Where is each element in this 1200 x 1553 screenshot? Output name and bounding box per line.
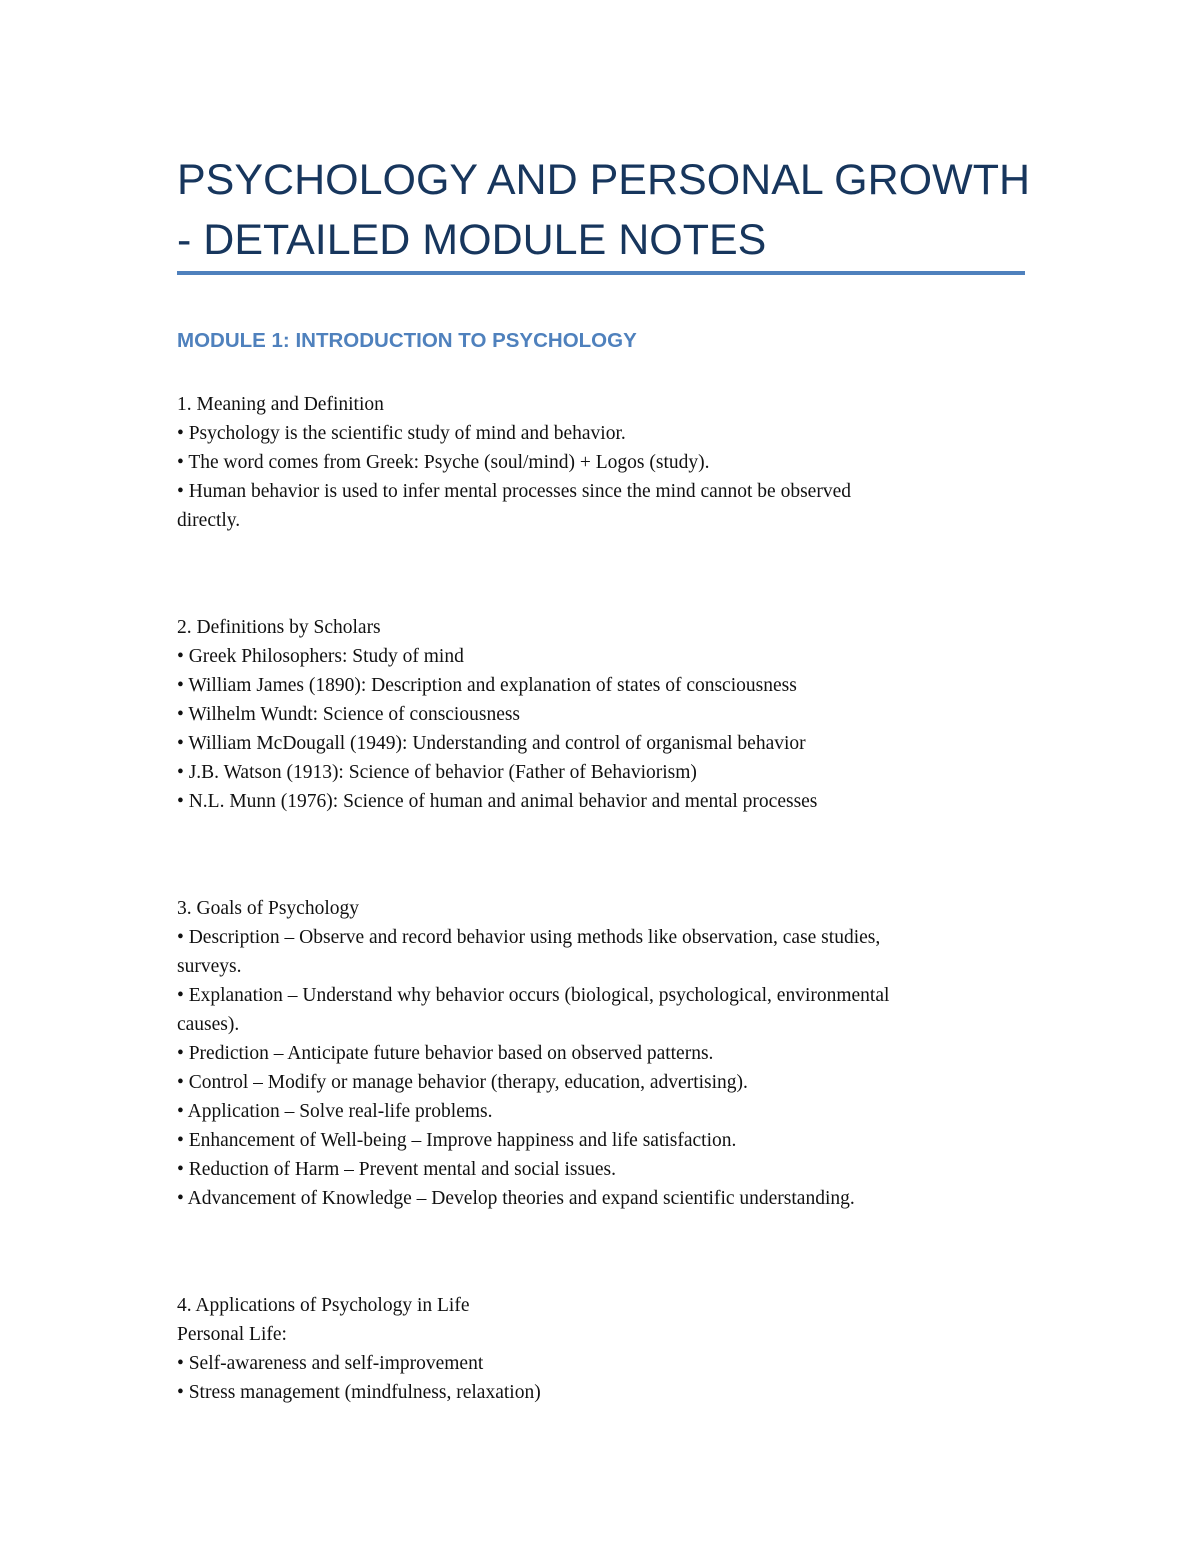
section-3-line: • Application – Solve real-life problems. [177, 1101, 493, 1122]
section-2-line: • William McDougall (1949): Understanding and control of organismal behavior [177, 733, 806, 754]
section-1-line: • Human behavior is used to infer mental processes since the mind cannot be observed [177, 481, 851, 502]
section-2-line: • N.L. Munn (1976): Science of human and animal behavior and mental processes [177, 791, 818, 812]
title-line-2: - DETAILED MODULE NOTES [177, 216, 767, 264]
section-1-heading: 1. Meaning and Definition [177, 394, 384, 415]
section-2-heading: 2. Definitions by Scholars [177, 617, 381, 638]
section-1-line: • Psychology is the scientific study of mind and behavior. [177, 423, 626, 444]
section-4-heading: 4. Applications of Psychology in Life [177, 1295, 470, 1316]
section-3-line: • Enhancement of Well-being – Improve happiness and life satisfaction. [177, 1130, 737, 1151]
document-title [177, 150, 1031, 270]
section-4-line: • Self-awareness and self-improvement [177, 1353, 484, 1374]
section-2-line: • William James (1890): Description and explanation of states of consciousness [177, 675, 797, 696]
section-2-line: • J.B. Watson (1913): Science of behavior (Father of Behaviorism) [177, 762, 697, 783]
section-3-line: • Reduction of Harm – Prevent mental and social issues. [177, 1159, 616, 1180]
section-3-line: • Advancement of Knowledge – Develop theories and expand scientific understanding. [177, 1188, 855, 1209]
title-line-1: PSYCHOLOGY AND PERSONAL GROWTH [177, 156, 1031, 204]
section-3-line: • Description – Observe and record behavior using methods like observation, case studies, [177, 927, 881, 948]
section-4-line: • Stress management (mindfulness, relaxation) [177, 1382, 541, 1403]
section-3-line: surveys. [177, 956, 242, 977]
section-2-line: • Greek Philosophers: Study of mind [177, 646, 464, 667]
section-3-line: • Control – Modify or manage behavior (therapy, education, advertising). [177, 1072, 748, 1093]
section-3-line: • Explanation – Understand why behavior occurs (biological, psychological, environmental [177, 985, 890, 1006]
module-1-heading: MODULE 1: INTRODUCTION TO PSYCHOLOGY [177, 329, 637, 352]
section-3-line: causes). [177, 1014, 240, 1035]
title-underline-rule [177, 271, 1025, 275]
section-4-subheading: Personal Life: [177, 1324, 287, 1345]
section-1-line: • The word comes from Greek: Psyche (soul/mind) + Logos (study). [177, 452, 710, 473]
section-3-line: • Prediction – Anticipate future behavior based on observed patterns. [177, 1043, 714, 1064]
section-1-line: directly. [177, 510, 241, 531]
section-2-line: • Wilhelm Wundt: Science of consciousness [177, 704, 521, 725]
section-3-heading: 3. Goals of Psychology [177, 898, 359, 919]
